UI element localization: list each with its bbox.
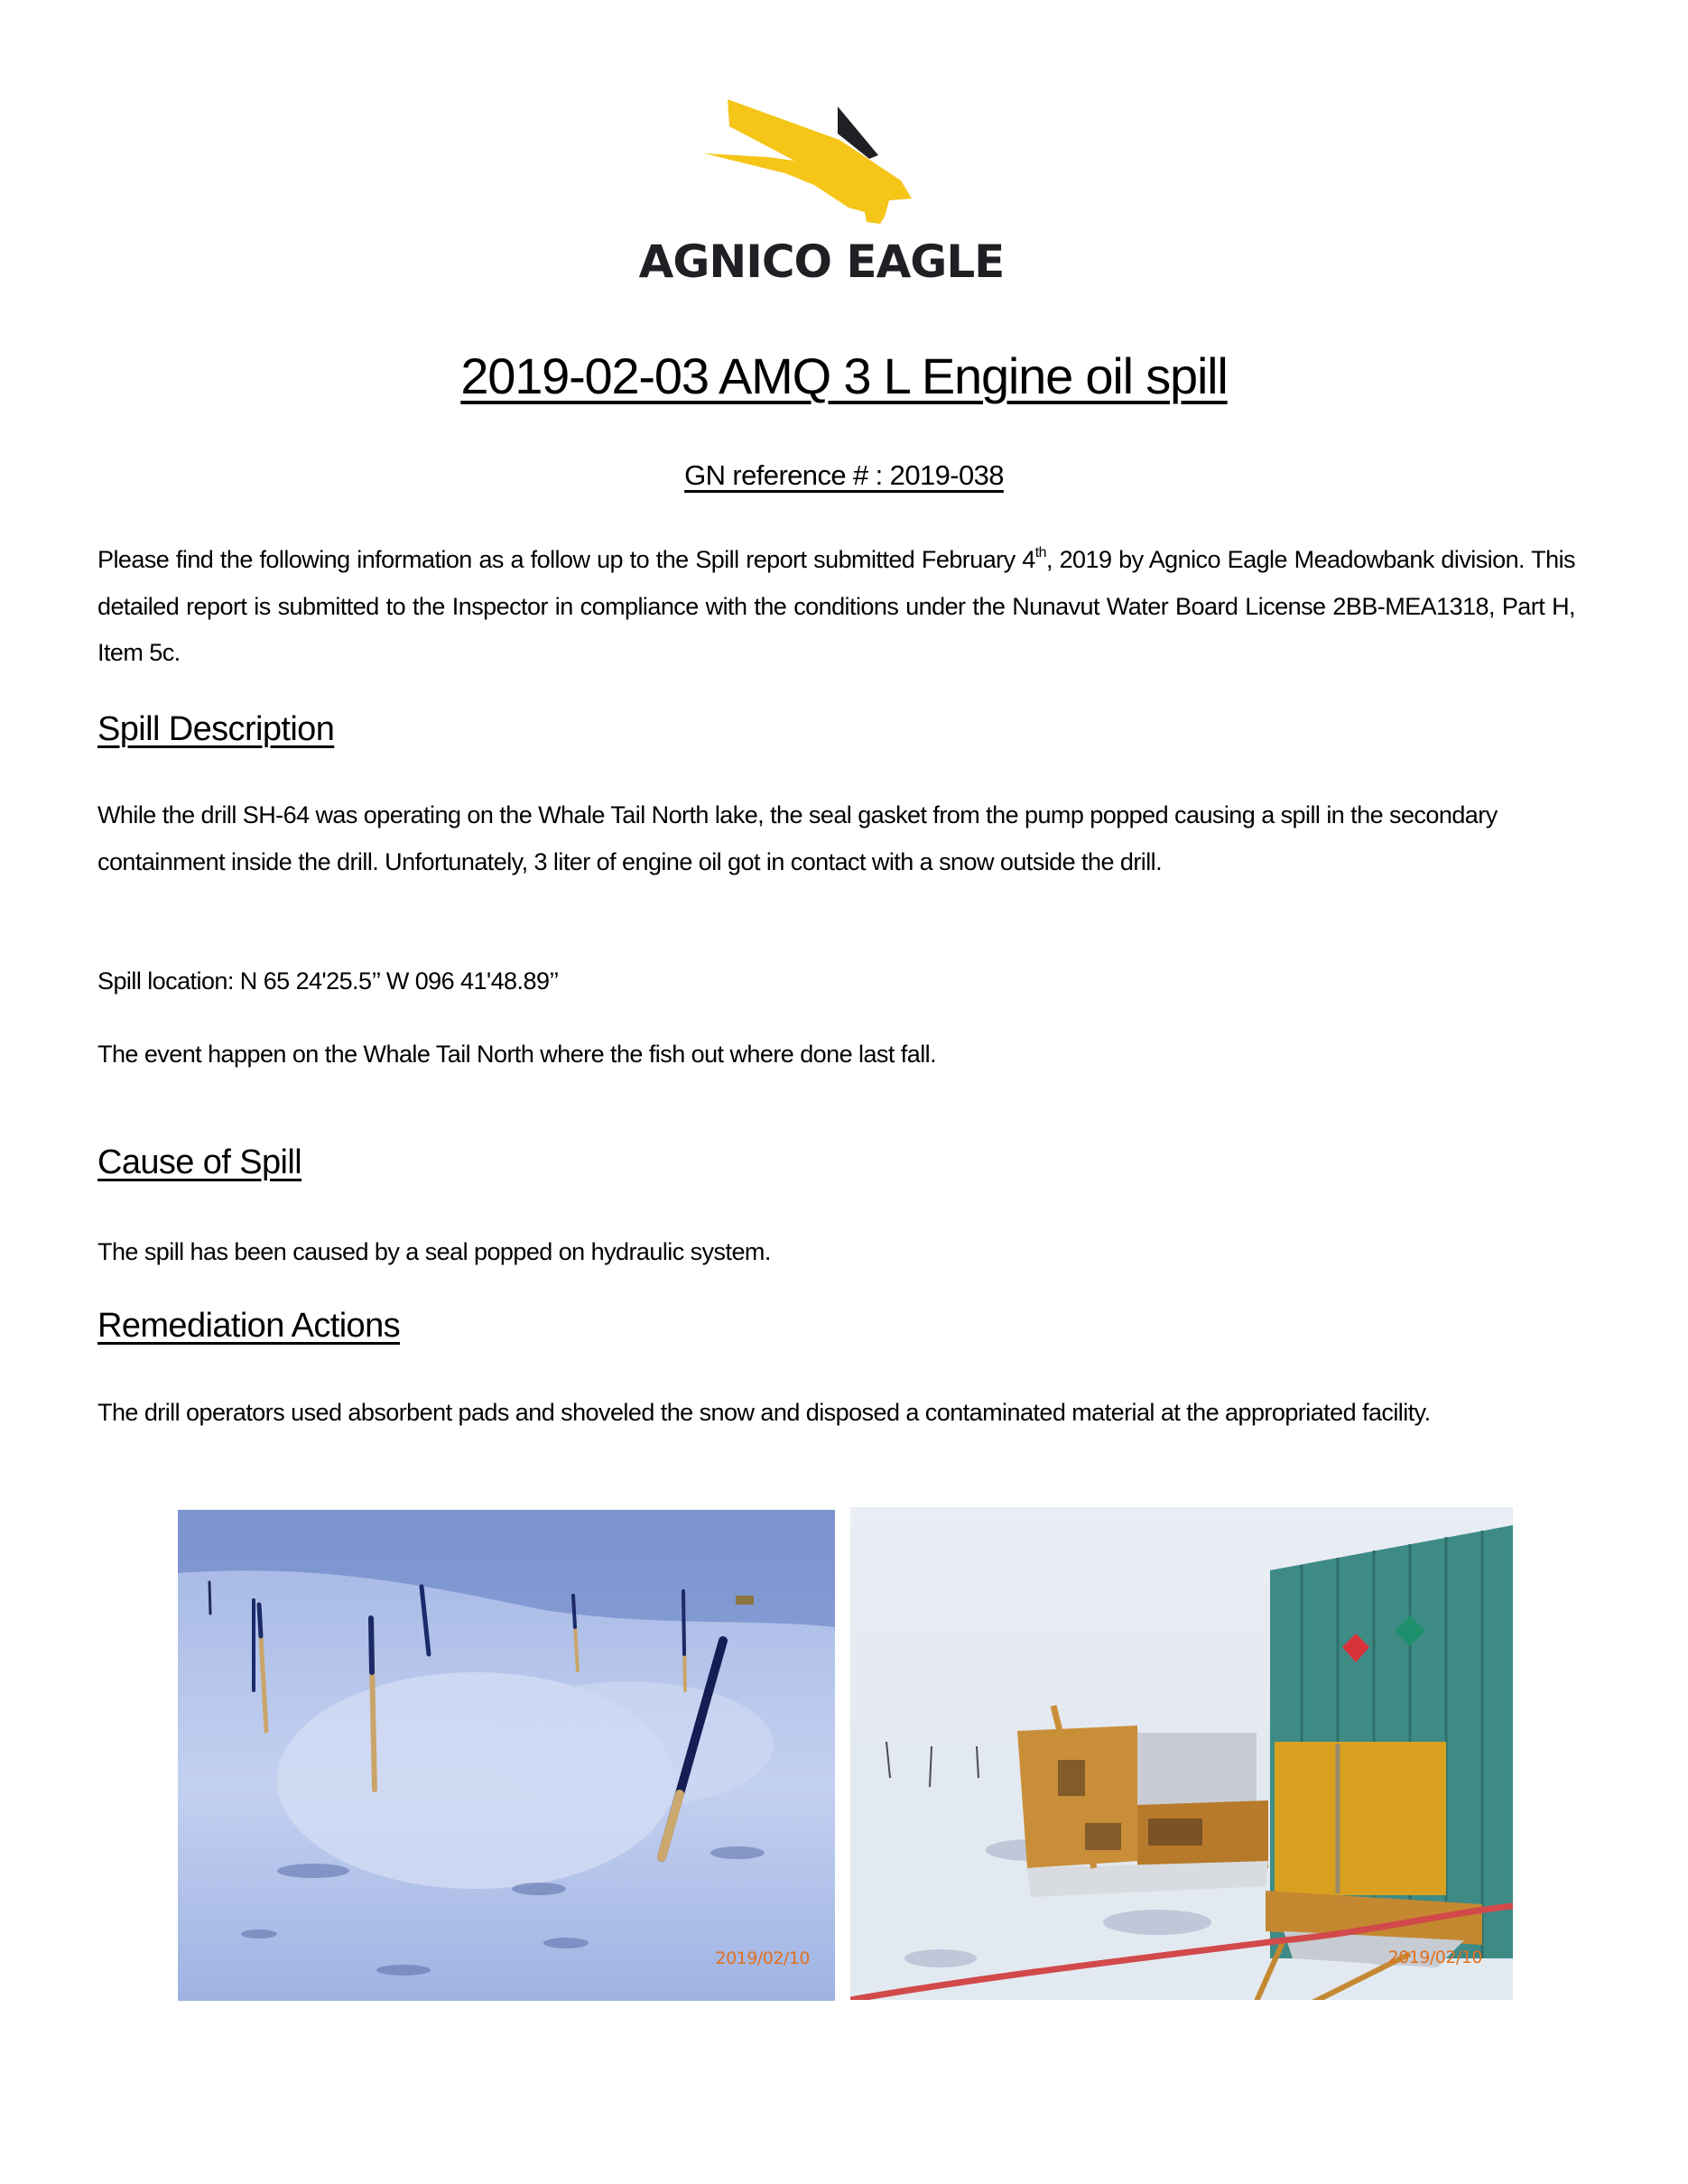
intro-superscript: th [1034, 545, 1046, 560]
document-title [0, 345, 1688, 408]
eagle-icon [614, 90, 1029, 235]
gn-reference-text: GN reference # : 2019-038 [684, 459, 1004, 491]
intro-text-1: Please find the following information as a follow up to the Spill report submitted February 4 [97, 546, 1035, 573]
heading-text: Spill Description [97, 710, 335, 748]
intro-paragraph [97, 537, 1575, 677]
photo-date-stamp: 2019/02/10 [715, 1948, 810, 1968]
heading-remediation-actions [97, 1303, 400, 1348]
intro-text-2: , 2019 by Agnico [1045, 546, 1220, 573]
heading-spill-description [97, 707, 334, 752]
heading-cause-of-spill [97, 1140, 301, 1185]
photo-drill-equipment [850, 1507, 1513, 2000]
remediation-paragraph: The drill operators used absorbent pads and shoveled the snow and disposed a contaminated material at the appropriated facility. [97, 1399, 1431, 1426]
logo-wordmark: AGNICO EAGLE [638, 236, 1005, 288]
photo-snow-stakes [178, 1510, 835, 2001]
title-text: 2019-02-03 AMQ 3 L Engine oil spill [460, 347, 1228, 404]
heading-text: Cause of Spill [97, 1143, 302, 1181]
cause-paragraph: The spill has been caused by a seal popped on hydraulic system. [97, 1238, 771, 1265]
spill-description-paragraph: While the drill SH-64 was operating on the Whale Tail North lake, the seal gasket from the pump popped causing a spill in the secondary containment inside the drill. Unfortunately, 3 liter of engine oil got in contact with a snow outside the drill. [97, 801, 1498, 875]
photo-date-stamp: 2019/02/10 [1387, 1948, 1482, 1967]
company-logo [614, 90, 1029, 298]
intro-text-3: Eagle Meadowbank division. This detailed report is submitted to the Inspector in compliance with the conditions under the Nunavut Water Board License 2BB-MEA1318, Part H, Item 5c. [97, 546, 1575, 666]
heading-text: Remediation Actions [97, 1307, 401, 1345]
photo-drill-equipment-image [850, 1507, 1513, 2000]
spill-location: Spill location: N 65 24'25.5’’ W 096 41'48.89’’ [97, 967, 559, 995]
photo-snow-stakes-image [178, 1510, 835, 2001]
gn-reference [0, 456, 1688, 495]
event-description: The event happen on the Whale Tail North where the fish out where done last fall. [97, 1041, 937, 1068]
